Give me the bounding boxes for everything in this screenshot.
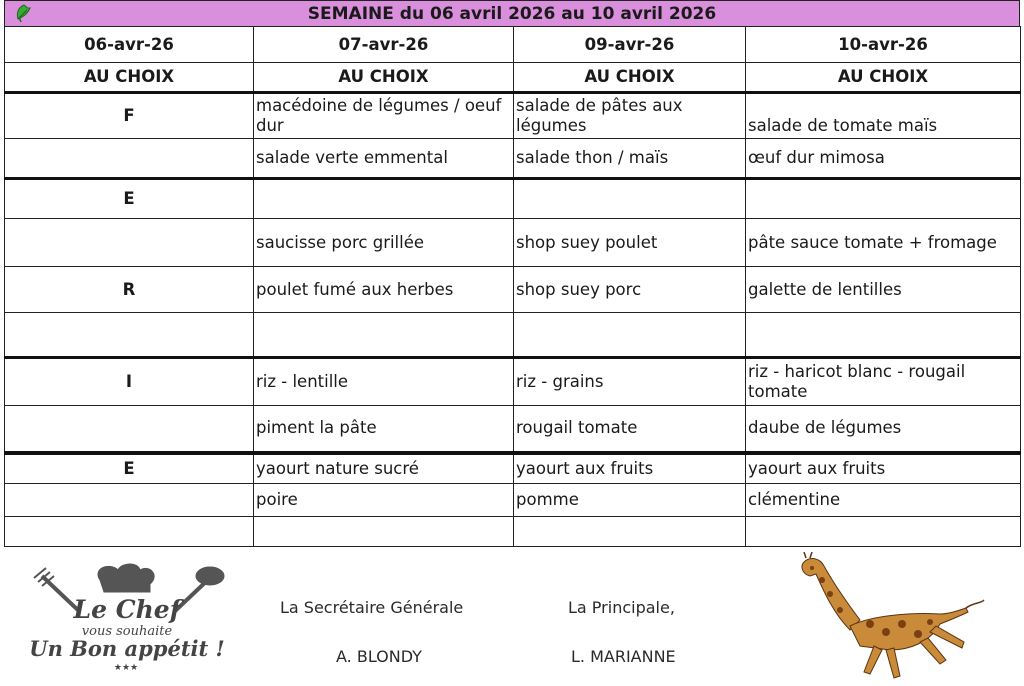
- menu-letter: F: [5, 93, 254, 139]
- choice-label: AU CHOIX: [254, 63, 514, 93]
- chef-logo: [22, 562, 232, 674]
- menu-cell: saucisse porc grillée: [254, 219, 514, 267]
- menu-letter: [5, 484, 254, 517]
- menu-cell: shop suey poulet: [514, 219, 746, 267]
- date-header: 07-avr-26: [254, 27, 514, 63]
- menu-cell: riz - haricot blanc - rougail tomate: [746, 358, 1021, 406]
- leaf-icon: [13, 3, 35, 25]
- secretary-title: La Secrétaire Générale: [280, 598, 464, 617]
- week-title: SEMAINE du 06 avril 2026 au 10 avril 2026: [307, 3, 717, 24]
- choice-row: [5, 63, 1021, 93]
- choice-label: AU CHOIX: [746, 63, 1021, 93]
- table-row: [5, 517, 1021, 547]
- menu-cell: [746, 179, 1021, 219]
- menu-cell: galette de lentilles: [746, 267, 1021, 313]
- menu-cell: [746, 517, 1021, 547]
- menu-cell: salade verte emmental: [254, 139, 514, 179]
- date-header: 09-avr-26: [514, 27, 746, 63]
- table-row: [5, 313, 1021, 358]
- menu-letter: [5, 219, 254, 267]
- date-header: 10-avr-26: [746, 27, 1021, 63]
- menu-cell: yaourt aux fruits: [514, 453, 746, 484]
- table-row: [5, 179, 1021, 219]
- menu-cell: [514, 313, 746, 358]
- menu-cell: pomme: [514, 484, 746, 517]
- menu-cell: shop suey porc: [514, 267, 746, 313]
- menu-cell: clémentine: [746, 484, 1021, 517]
- menu-cell: salade de tomate maïs: [746, 93, 1021, 139]
- table-row: [5, 267, 1021, 313]
- logo-line1: Le Chef: [73, 595, 181, 624]
- menu-cell: œuf dur mimosa: [746, 139, 1021, 179]
- menu-cell: rougail tomate: [514, 406, 746, 453]
- menu-cell: daube de légumes: [746, 406, 1021, 453]
- menu-cell: [254, 179, 514, 219]
- logo-line3: Un Bon appétit !: [29, 636, 225, 661]
- menu-letter: [5, 139, 254, 179]
- table-row: [5, 484, 1021, 517]
- principal-title: La Principale,: [568, 598, 675, 617]
- menu-cell: [746, 313, 1021, 358]
- menu-letter: [5, 406, 254, 453]
- menu-cell: pâte sauce tomate + fromage: [746, 219, 1021, 267]
- menu-cell: salade thon / maïs: [514, 139, 746, 179]
- menu-cell: salade de pâtes aux légumes: [514, 93, 746, 139]
- menu-letter: [5, 517, 254, 547]
- table-row: [5, 139, 1021, 179]
- date-header: 06-avr-26: [5, 27, 254, 63]
- table-row: [5, 406, 1021, 453]
- menu-cell: macédoine de légumes / oeuf dur: [254, 93, 514, 139]
- menu-letter: I: [5, 358, 254, 406]
- menu-cell: [254, 517, 514, 547]
- choice-label: AU CHOIX: [514, 63, 746, 93]
- giraffe-illustration: [790, 552, 986, 684]
- menu-cell: riz - grains: [514, 358, 746, 406]
- logo-stars: ★★★: [113, 663, 139, 673]
- menu-cell: yaourt nature sucré: [254, 453, 514, 484]
- week-title-bar: [4, 0, 1020, 27]
- menu-table: [4, 26, 1021, 547]
- menu-letter: E: [5, 453, 254, 484]
- secretary-name: A. BLONDY: [336, 647, 422, 666]
- table-row: [5, 93, 1021, 139]
- menu-letter: E: [5, 179, 254, 219]
- menu-cell: poulet fumé aux herbes: [254, 267, 514, 313]
- table-row: [5, 219, 1021, 267]
- choice-label: AU CHOIX: [5, 63, 254, 93]
- principal-name: L. MARIANNE: [571, 647, 676, 666]
- menu-cell: poire: [254, 484, 514, 517]
- date-row: [5, 27, 1021, 63]
- menu-cell: yaourt aux fruits: [746, 453, 1021, 484]
- table-row: [5, 358, 1021, 406]
- table-row: [5, 453, 1021, 484]
- menu-letter: [5, 313, 254, 358]
- menu-cell: riz - lentille: [254, 358, 514, 406]
- menu-cell: [254, 313, 514, 358]
- menu-cell: [514, 179, 746, 219]
- menu-letter: R: [5, 267, 254, 313]
- menu-cell: piment la pâte: [254, 406, 514, 453]
- logo-line2: vous souhaite: [81, 624, 173, 639]
- menu-cell: [514, 517, 746, 547]
